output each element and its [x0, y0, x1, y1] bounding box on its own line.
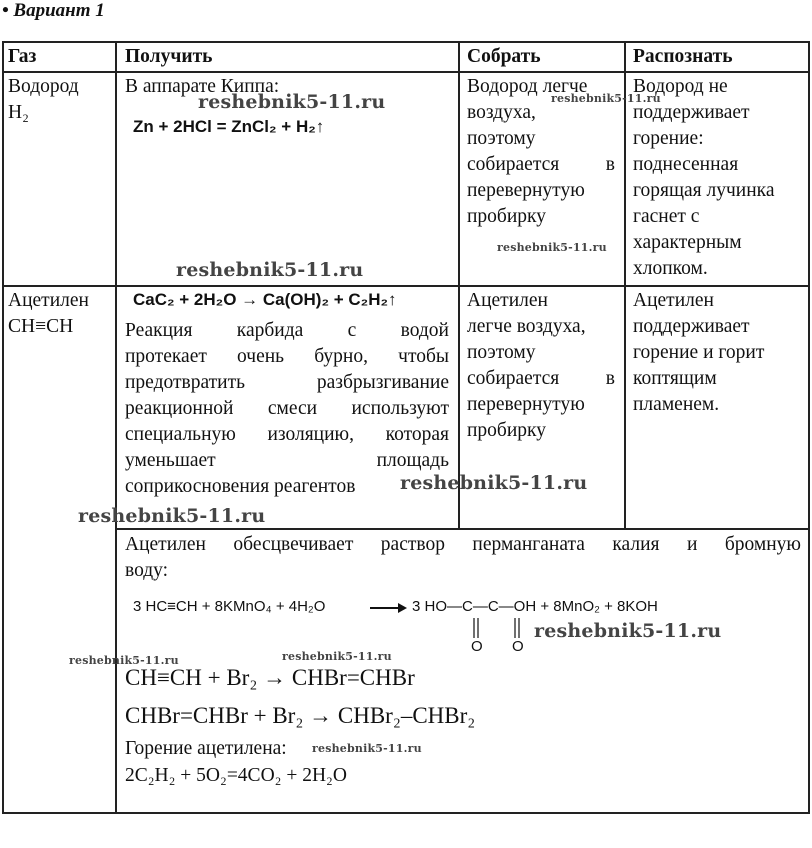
- row2-obtain-text: Реакция карбида с водой протекает очень бурно, чтобы предотвратить разбрызгивание реакционной смеси используют специальную изоляцию, которая уменьшает площадь соприкосновения реагентов: [125, 320, 449, 497]
- watermark: reshebnik5-11.ru: [534, 620, 722, 642]
- row2-gas-name: Ацетилен: [8, 290, 89, 311]
- watermark: reshebnik5-11.ru: [551, 92, 661, 105]
- table-border-top: [2, 41, 809, 43]
- row1-obtain-intro: В аппарате Киппа:: [125, 76, 280, 97]
- kmno4-equation-right: 3 HO—C—C—OH + 8MnO₂ + 8KOH: [412, 598, 658, 615]
- header-recognize: Распознать: [633, 46, 733, 67]
- oxygen-label-2: O: [512, 638, 524, 655]
- watermark: reshebnik5-11.ru: [78, 505, 266, 527]
- table-col2-divider: [458, 41, 460, 529]
- row1-obtain-equation: Zn + 2HCl = ZnCl₂ + H₂↑: [133, 117, 325, 136]
- row2-obtain-equation: CaC₂ + 2H₂O → Ca(OH)₂ + C₂H₂↑: [133, 290, 397, 309]
- watermark: reshebnik5-11.ru: [497, 241, 607, 254]
- row2-gas-formula: CH≡CH: [8, 316, 74, 337]
- variant-title: • Вариант 1: [2, 0, 105, 21]
- kmno4-equation-left: 3 HC≡CH + 8KMnO₄ + 4H₂O: [133, 598, 326, 615]
- watermark: reshebnik5-11.ru: [282, 650, 392, 663]
- table-border-left: [2, 41, 4, 814]
- row2-recognize: Ацетилен поддерживает горение и горит коптящим пламенем.: [633, 290, 765, 415]
- table-col3-divider: [624, 41, 626, 529]
- row1-gas-formula: H₂: [8, 102, 29, 123]
- watermark: reshebnik5-11.ru: [400, 472, 588, 494]
- oxygen-label-1: O: [471, 638, 483, 655]
- table-border-bottom: [2, 812, 809, 814]
- row3-intro: Ацетилен обесцвечивает раствор перманганата калия и бромную воду:: [125, 534, 801, 581]
- watermark: reshebnik5-11.ru: [176, 259, 364, 281]
- watermark: reshebnik5-11.ru: [198, 91, 386, 113]
- table-col1-divider: [115, 41, 117, 814]
- watermark: reshebnik5-11.ru: [312, 742, 422, 755]
- table-row2-divider: [115, 528, 809, 530]
- table-row1-divider: [2, 285, 809, 287]
- row1-gas-name: Водород: [8, 76, 79, 97]
- header-collect: Собрать: [467, 46, 541, 67]
- header-obtain: Получить: [125, 46, 213, 67]
- bromine-equation-1: CH≡CH + Br₂ → CHBr=CHBr: [125, 665, 415, 690]
- reaction-arrow-icon: [368, 601, 408, 615]
- header-gas: Газ: [8, 46, 37, 67]
- table-header-divider: [2, 71, 809, 73]
- row1-recognize: Водород не поддерживает горение: поднесенная горящая лучинка гаснет с характерным хлопком.: [633, 76, 775, 279]
- bromine-equation-2: CHBr=CHBr + Br₂ → CHBr₂–CHBr₂: [125, 703, 476, 728]
- watermark: reshebnik5-11.ru: [69, 654, 179, 667]
- combustion-equation: 2C₂H₂ + 5O₂=4CO₂ + 2H₂O: [125, 765, 347, 786]
- row2-collect: Ацетилен легче воздуха, поэтому собирается в перевернутую пробирку: [467, 290, 615, 441]
- row1-collect: Водород легче воздуха, поэтому собирается в перевернутую пробирку: [467, 76, 615, 227]
- combustion-label: Горение ацетилена:: [125, 738, 287, 759]
- row1-gas: [8, 74, 79, 126]
- table-border-right: [808, 41, 810, 814]
- row2-gas: [8, 288, 89, 340]
